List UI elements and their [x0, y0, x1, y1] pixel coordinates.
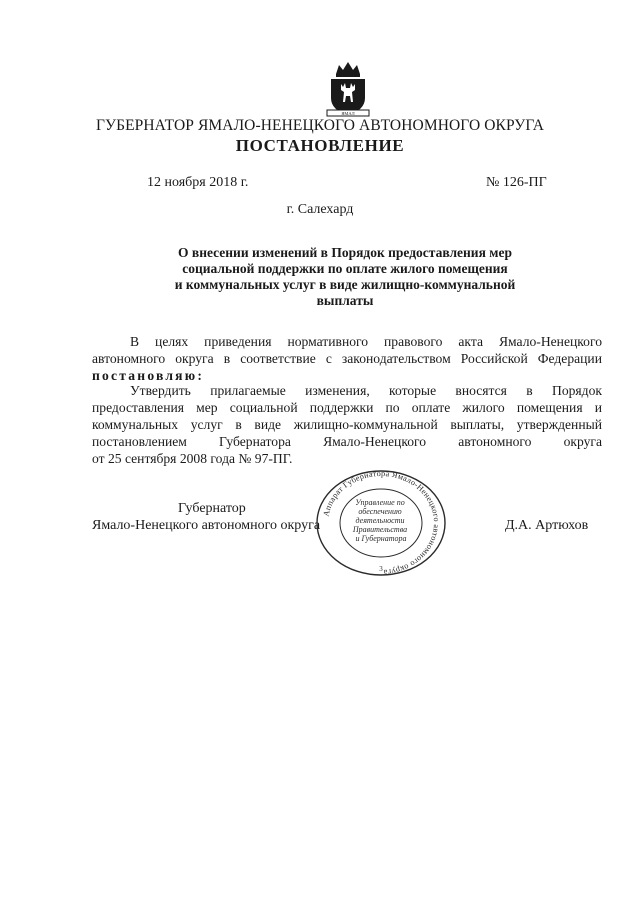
- subject-line: социальной поддержки по оплате жилого помещения: [182, 261, 508, 276]
- crown-shape: [336, 62, 360, 74]
- preamble-line: В целях приведения нормативного правового акта Ямало-Ненецкого: [130, 334, 602, 349]
- subject-line: О внесении изменений в Порядок предоставления мер: [178, 245, 512, 260]
- crown-band: [336, 74, 360, 77]
- preamble-line: автономного округа в соответствие с законодательством Российской Федерации: [92, 351, 602, 366]
- subject-line: выплаты: [316, 293, 374, 308]
- body-line: Утвердить прилагаемые изменения, которые вносятся в Порядок: [130, 383, 602, 398]
- document-number: № 126-ПГ: [486, 175, 547, 190]
- subject-line: и коммунальных услуг в виде жилищно-коммунальной: [174, 277, 516, 292]
- body-line: постановлением Губернатора Ямало-Ненецкого автономного округа: [92, 434, 602, 449]
- preamble-paragraph: [92, 333, 602, 384]
- decree-verb: постановляю:: [92, 368, 205, 383]
- body-line: предоставления мер социальной поддержки по оплате жилого помещения и: [92, 400, 602, 415]
- official-stamp: [314, 469, 448, 577]
- body-paragraph: [92, 382, 602, 467]
- document-type: ПОСТАНОВЛЕНИЕ: [235, 136, 405, 155]
- signature-title-line2: Ямало-Ненецкого автономного округа: [92, 518, 321, 533]
- stamp-ring-text: Аппарат Губернатора Ямало-Ненецкого автономного округа: [321, 469, 442, 577]
- body-line: от 25 сентября 2008 года № 97-ПГ.: [92, 451, 293, 466]
- stamp-inner-text: Управление по обеспечению деятельности Правительства и Губернатора: [352, 498, 408, 543]
- governor-title: ГУБЕРНАТОР ЯМАЛО-НЕНЕЦКОГО АВТОНОМНОГО ОКРУГА: [95, 117, 545, 134]
- signatory-name: Д.А. Артюхов: [505, 518, 589, 533]
- document-date: 12 ноября 2018 г.: [147, 175, 249, 190]
- stamp-number: 3: [379, 565, 383, 573]
- document-subject: [140, 245, 550, 309]
- ribbon-text: ЯМАЛ: [341, 111, 355, 116]
- document-city: г. Салехард: [286, 202, 354, 217]
- body-line: коммунальных услуг в виде жилищно-коммунальной выплаты, утвержденный: [92, 417, 602, 432]
- coat-of-arms-icon: [325, 60, 371, 118]
- signature-title-line1: Губернатор: [178, 501, 246, 516]
